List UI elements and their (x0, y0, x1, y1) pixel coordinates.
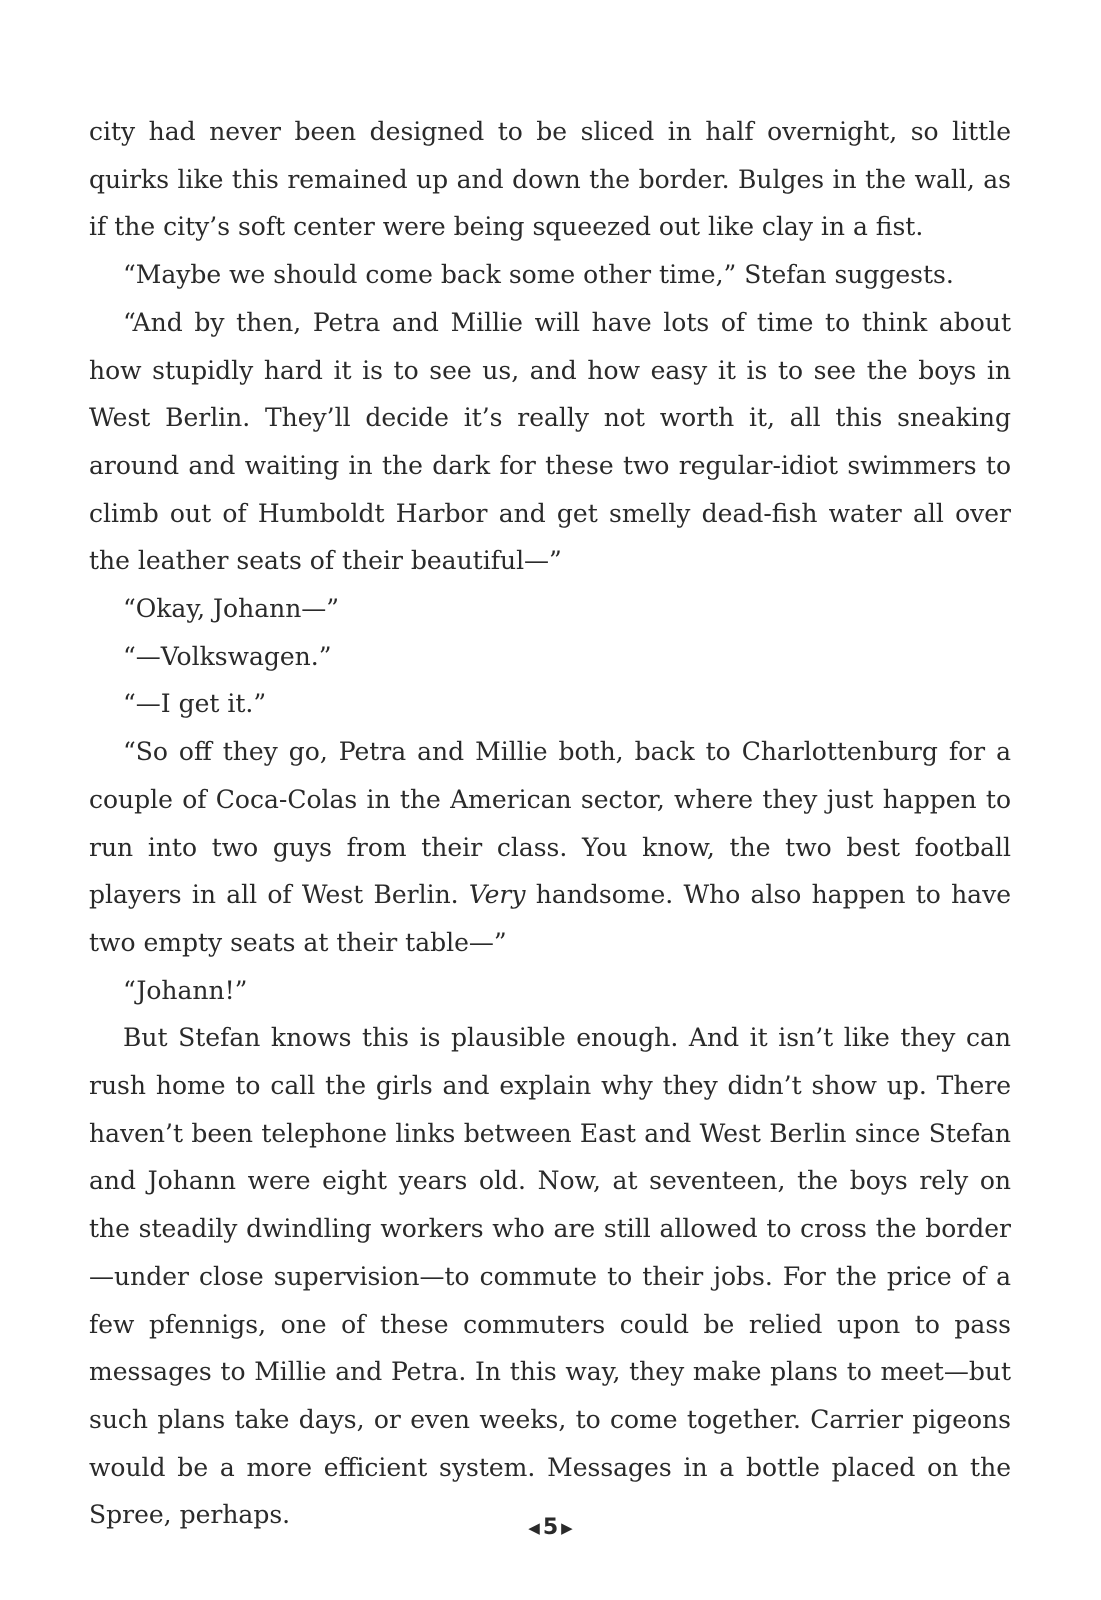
paragraph-1: city had never been designed to be sliced in half overnight, so little quirks like this remained up and down the border. Bulges in the wall, as if the city’s soft center were being squeezed out like clay in a fist. (89, 117, 1011, 242)
right-arrow-icon: ▶ (561, 1518, 573, 1537)
paragraph-7-after: handsome. Who also happen to have two empty seats at their table—” (89, 880, 1011, 957)
paragraph-7-emphasis: Very (468, 880, 526, 910)
left-arrow-icon: ◀ (528, 1518, 540, 1537)
body-text (89, 108, 1011, 1539)
paragraph-3: “And by then, Petra and Millie will have lots of time to think about how stupidly hard it is to see us, and how easy it is to see the boys in West Berlin. They’ll decide it’s really not worth it, all this sneaking around and waiting in the dark for these two regular-idiot swimmers to climb out of Humboldt Harbor and get smelly dead-fish water all over the leather seats of their beautiful—” (89, 307, 1011, 576)
page-footer (0, 1517, 1101, 1539)
page-number: 5 (542, 1515, 559, 1540)
paragraph-4: “Okay, Johann—” (123, 594, 340, 624)
paragraph-8: “Johann!” (123, 975, 248, 1005)
paragraph-5: “—Volkswagen.” (123, 641, 332, 671)
paragraph-2: “Maybe we should come back some other time,” Stefan suggests. (123, 260, 954, 290)
paragraph-7-before: “So off they go, Petra and Millie both, back to Charlottenburg for a couple of Coca-Colas in the American sector, where they just happen to run into two guys from their class. You know, the two best football players in all of West Berlin. (89, 737, 1011, 910)
paragraph-6: “—I get it.” (123, 689, 267, 719)
paragraph-7 (89, 728, 1011, 967)
paragraph-9: But Stefan knows this is plausible enough. And it isn’t like they can rush home to call the girls and explain why they didn’t show up. There haven’t been telephone links between East and West Berlin since Stefan and Johann were eight years old. Now, at seventeen, the boys rely on the steadily dwindling workers who are still allowed to cross the border—under close supervision—to commute to their jobs. For the price of a few pfennigs, one of these commuters could be relied upon to pass messages to Millie and Petra. In this way, they make plans to meet—but such plans take days, or even weeks, to come together. Carrier pigeons would be a more efficient system. Messages in a bottle placed on the Spree, perhaps. (89, 1023, 1011, 1530)
